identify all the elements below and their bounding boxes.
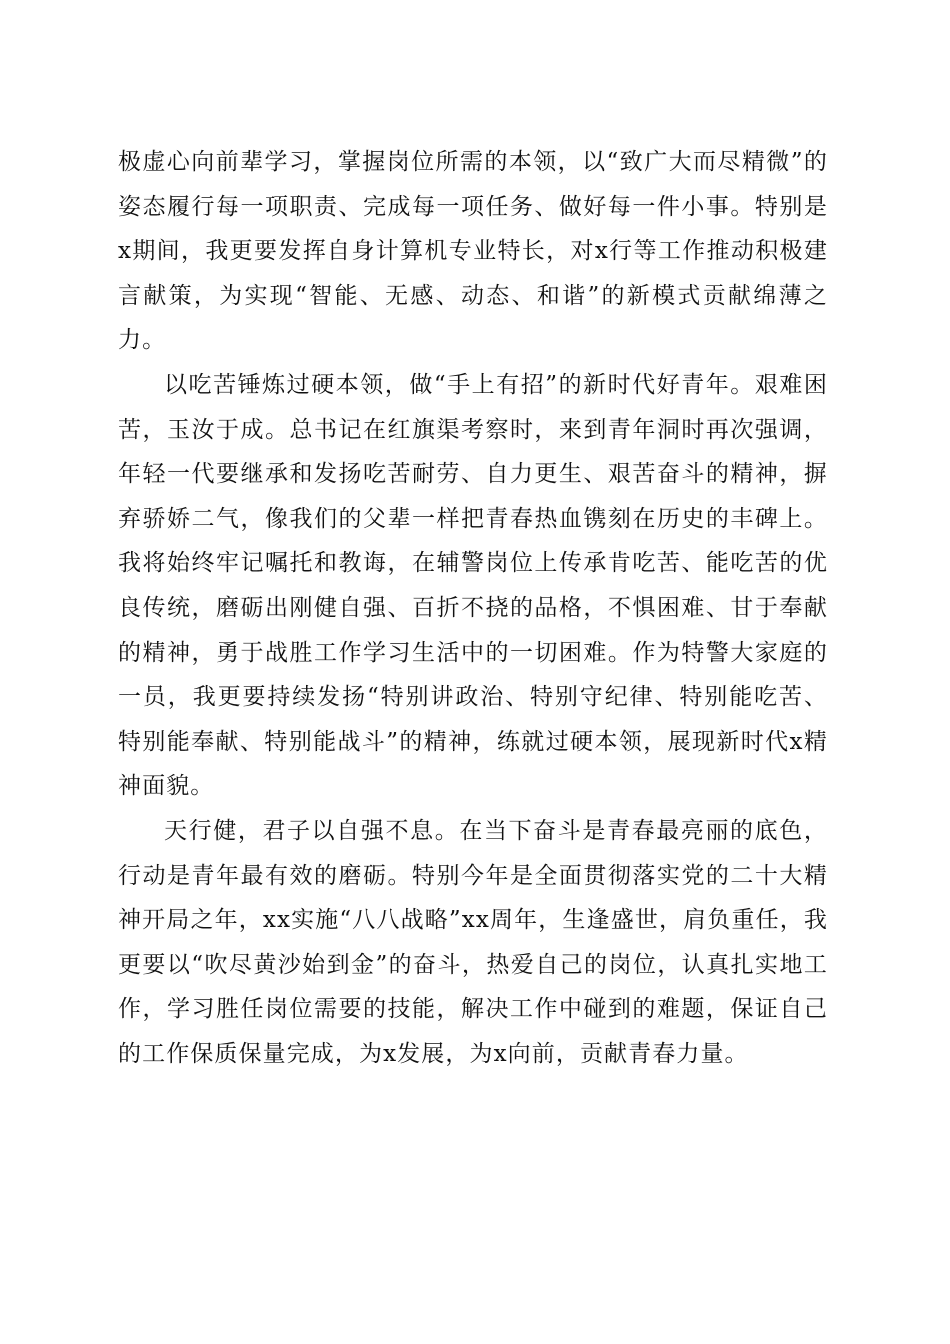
paragraph-self-strengthening: 天行健，君子以自强不息。在当下奋斗是青春最亮丽的底色，行动是青年最有效的磨砺。特别今年是全面贯彻落实党的二十大精神开局之年，xx实施“八八战略”xx周年，生逢盛世，肩负重任，我更要以“吹尽黄沙始到金”的奋斗，热爱自己的岗位，认真扎实地工作，学习胜任岗位需要的技能，解决工作中碰到的难题，保证自己的工作保质保量完成，为x发展，为x向前，贡献青春力量。 (118, 817, 828, 1067)
paragraph-hardship: 以吃苦锤炼过硬本领，做“手上有招”的新时代好青年。艰难困苦，玉汝于成。总书记在红旗渠考察时，来到青年洞时再次强调，年轻一代要继承和发扬吃苦耐劳、自力更生、艰苦奋斗的精神，摒弃骄娇二气，像我们的父辈一样把青春热血镌刻在历史的丰碑上。我将始终牢记嘱托和教诲，在辅警岗位上传承肯吃苦、能吃苦的优良传统，磨砺出刚健自强、百折不挠的品格，不惧困难、甘于奉献的精神，勇于战胜工作学习生活中的一切困难。作为特警大家庭的一员，我更要持续发扬“特别讲政治、特别守纪律、特别能吃苦、特别能奉献、特别能战斗”的精神，练就过硬本领，展现新时代x精神面貌。 (118, 371, 828, 800)
document-body (118, 140, 828, 1076)
paragraph-continuation: 极虚心向前辈学习，掌握岗位所需的本领，以“致广大而尽精微”的姿态履行每一项职责、完成每一项任务、做好每一件小事。特别是x期间，我更要发挥自身计算机专业特长，对x行等工作推动积极建言献策，为实现“智能、无感、动态、和谐”的新模式贡献绵薄之力。 (118, 149, 828, 354)
